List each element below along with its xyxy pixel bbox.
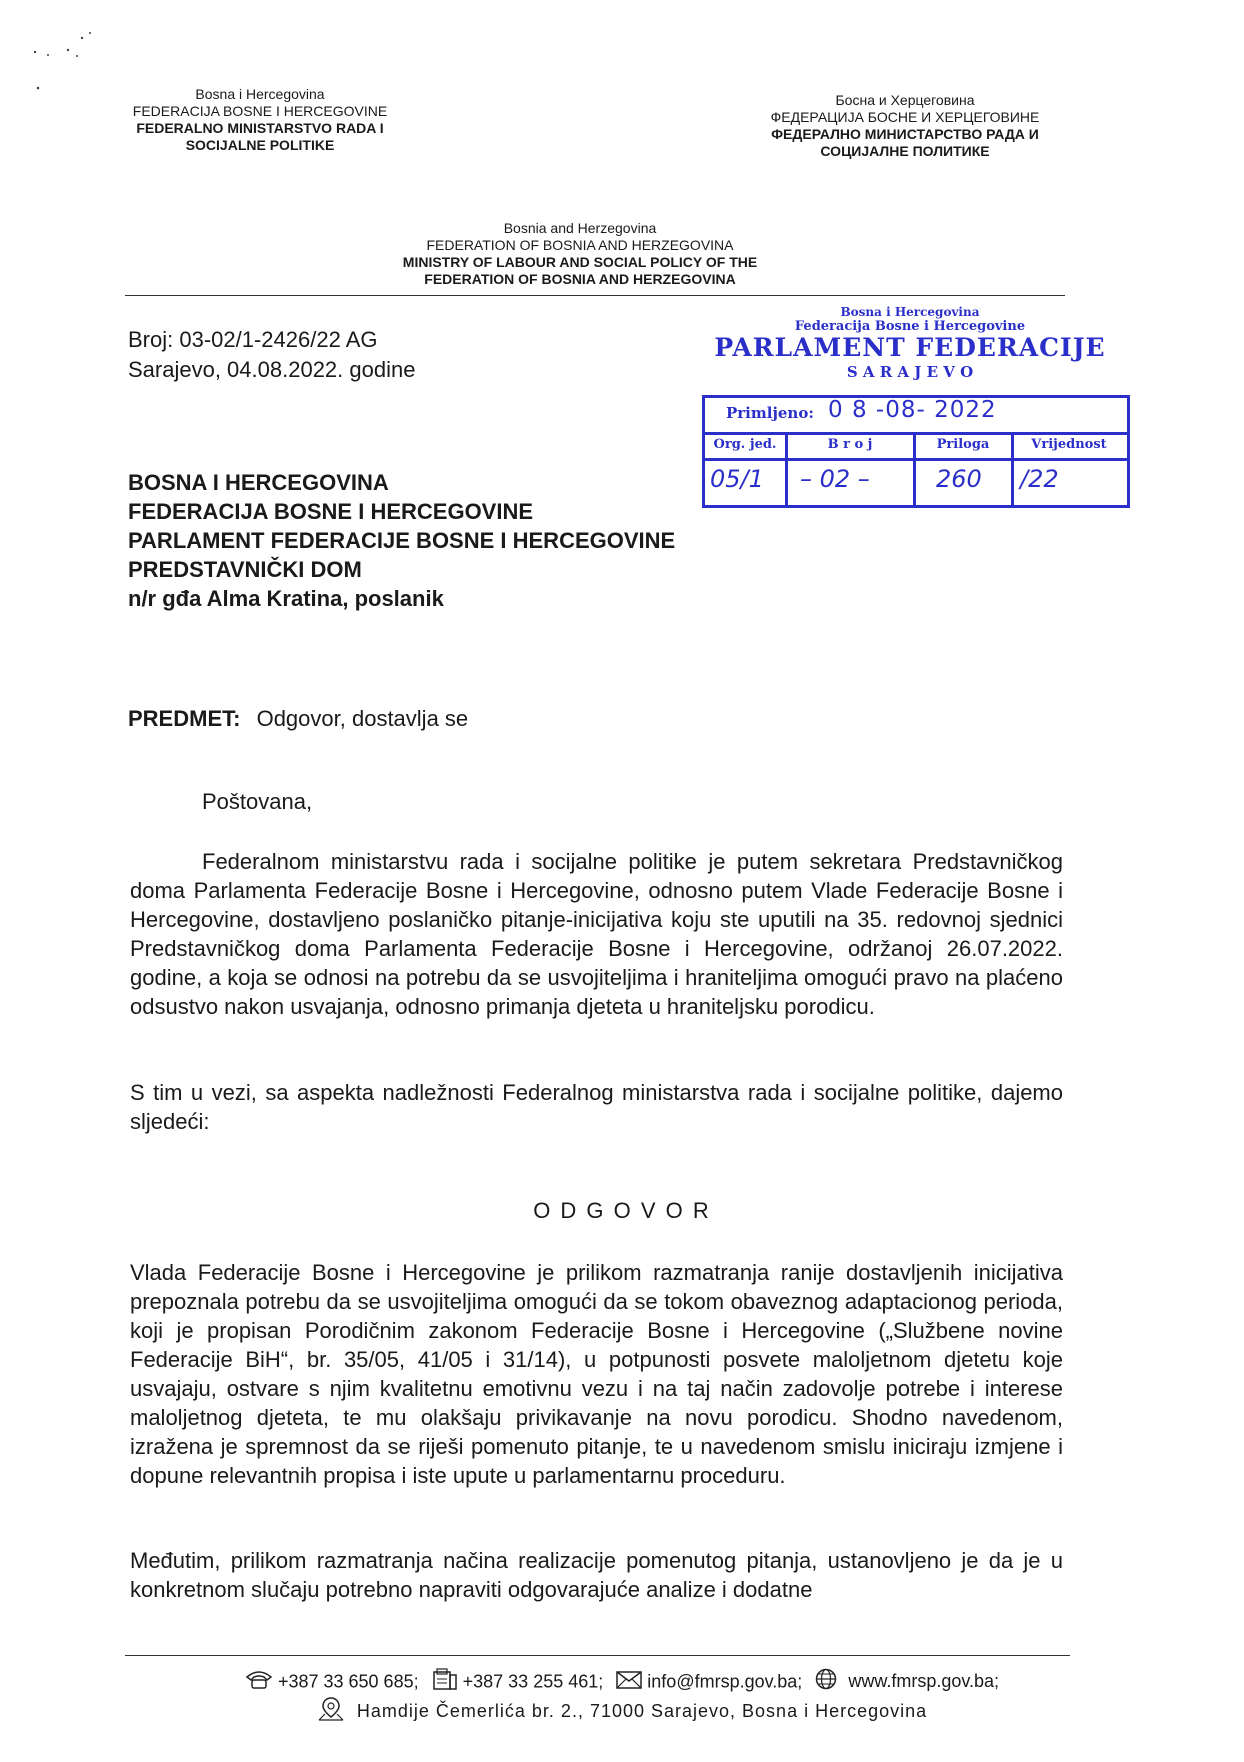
stamp-val-broj: – 02 – <box>800 465 870 493</box>
stamp-col-priloga: Priloga <box>936 437 990 452</box>
footer-fax: +387 33 255 461; <box>462 1671 604 1692</box>
addressee-block <box>128 468 675 613</box>
addressee-line: BOSNA I HERCEGOVINA <box>128 470 389 495</box>
fax-icon <box>432 1668 458 1697</box>
stamp-val-vrijednost: /22 <box>1020 465 1059 493</box>
paragraph-text: S tim u vezi, sa aspekta nadležnosti Federalnog ministarstva rada i socijalne politike, dajemo sljedeći: <box>130 1080 1063 1134</box>
stamp-val-org: 05/1 <box>710 465 764 493</box>
header-center <box>350 220 810 288</box>
header-center-line: FEDERATION OF BOSNIA AND HERZEGOVINA <box>426 237 734 253</box>
stamp-received-label: Primljeno: <box>726 404 814 422</box>
paragraph-text: Federalnom ministarstvu rada i socijalne politike je putem sekretara Predstavničkog doma Parlamenta Federacije Bosne i Hercegovine, odnosno putem Vlade Federacije Bosne i Hercegovine, dostavljeno poslaničko pitanje-inicijativa koju ste uputili na 35. redovnoj sjednici Predstavničkog doma Parlamenta Federacije Bosne i Hercegovine, održanoj 26.07.2022. godine, a koja se odnosi na potrebu da se usvojiteljima i hraniteljima omogući pravo na plaćeno odsustvo nakon usvajanja, odnosno primanja djeteta u hraniteljsku porodicu. <box>130 849 1063 1019</box>
footer-address-row <box>0 1696 1244 1729</box>
header-divider <box>125 295 1065 296</box>
footer-contacts <box>0 1668 1244 1697</box>
stamp-col-org: Org. jed. <box>713 437 777 452</box>
header-left <box>100 86 420 154</box>
header-left-line: Bosna i Hercegovina <box>195 86 325 102</box>
header-right-line: ФЕДЕРАЛНО МИНИСТАРСТВО РАДА И <box>771 126 1039 142</box>
addressee-line: PREDSTAVNIČKI DOM <box>128 557 362 582</box>
header-left-line: SOCIJALNE POLITIKE <box>185 137 335 153</box>
stamp-line: Federacija Bosne i Hercegovine <box>794 319 1026 334</box>
paragraph-text: Vlada Federacije Bosne i Hercegovine je prilikom razmatranja ranije dostavljenih inicijativa prepoznala potrebu da se usvojiteljima omogući da se tokom obaveznog adaptacionog perioda, koji je propisan Porodičnim zakonom Federacije Bosne i Hercegovine („Službene novine Federacije BiH“, br. 35/05, 41/05 i 31/14), u potpunosti posvete maloljetnom djetetu koje usvajaju, ostvare s njim kvalitetnu emotivnu vezu i na taj način zadovolje potrebe i interese maloljetnog djeteta, te mu olakšaju privikavanje na novu porodicu. Shodno navedenom, izražena je spremnost da se riješi pomenuto pitanje, te u navedenom smislu iniciraju izmjene i dopune relevantnih propisa i iste upute u parlamentarnu proceduru. <box>130 1260 1063 1488</box>
header-center-line: Bosnia and Herzegovina <box>503 220 657 236</box>
stamp-col-broj: B r o j <box>827 437 873 452</box>
subject-text: Odgovor, dostavlja se <box>256 706 469 731</box>
globe-icon <box>815 1668 837 1697</box>
stamp-line: Bosna i Hercegovina <box>840 305 980 319</box>
header-right-line: ФЕДЕРАЦИЈА БОСНЕ И ХЕРЦЕГОВИНЕ <box>770 109 1040 125</box>
document-date: Sarajevo, 04.08.2022. godine <box>128 357 416 382</box>
header-right-line: Босна и Херцеговина <box>835 92 975 108</box>
header-right-line: СОЦИЈАЛНЕ ПОЛИТИКЕ <box>820 143 990 159</box>
email-icon <box>616 1670 642 1696</box>
body-paragraph-4 <box>130 1546 1063 1604</box>
body-paragraph-1 <box>130 847 1063 1021</box>
stamp-received-date: 0 8 -08- 2022 <box>828 397 997 423</box>
reference-number: Broj: 03-02/1-2426/22 AG <box>128 327 378 352</box>
body-paragraph-3 <box>130 1258 1063 1490</box>
footer-web[interactable]: www.fmrsp.gov.ba; <box>848 1671 1000 1692</box>
location-pin-icon <box>317 1696 345 1729</box>
header-left-line: FEDERACIJA BOSNE I HERCEGOVINE <box>132 103 388 119</box>
body-paragraph-2 <box>130 1078 1063 1136</box>
stamp-city: S A R A J E V O <box>846 363 974 381</box>
stamp-title: PARLAMENT FEDERACIJE <box>714 333 1106 362</box>
footer-phone: +387 33 650 685; <box>277 1671 419 1692</box>
document-meta <box>128 325 415 385</box>
subject-line <box>128 704 468 734</box>
stamp-col-vrijednost: Vrijednost <box>1031 437 1107 452</box>
header-right <box>735 92 1075 160</box>
phone-icon <box>245 1669 273 1696</box>
header-center-line: MINISTRY OF LABOUR AND SOCIAL POLICY OF THE <box>402 254 758 270</box>
footer-email[interactable]: info@fmrsp.gov.ba; <box>647 1671 803 1692</box>
answer-heading: O D G O V O R <box>533 1198 711 1223</box>
addressee-line: FEDERACIJA BOSNE I HERCEGOVINE <box>128 499 534 524</box>
header-left-line: FEDERALNO MINISTARSTVO RADA I <box>136 120 384 136</box>
stamp-header-rule <box>702 458 1130 461</box>
header-center-line: FEDERATION OF BOSNIA AND HERZEGOVINA <box>424 271 736 287</box>
footer-divider <box>125 1655 1070 1656</box>
scan-speckles <box>30 30 100 100</box>
reception-stamp <box>700 305 1130 525</box>
paragraph-text: Međutim, prilikom razmatranja načina realizacije pomenutog pitanja, ustanovljeno je da je u konkretnom slučaju potrebno napraviti odgovarajuće analize i dodatne <box>130 1548 1063 1602</box>
subject-label: PREDMET: <box>128 706 241 731</box>
stamp-val-priloga: 260 <box>936 465 982 493</box>
addressee-line: PARLAMENT FEDERACIJE BOSNE I HERCEGOVINE <box>128 528 676 553</box>
addressee-line: n/r gđa Alma Kratina, poslanik <box>128 586 444 611</box>
salutation: Poštovana, <box>202 789 313 814</box>
footer-address: Hamdije Čemerlića br. 2., 71000 Sarajevo, Bosna i Hercegovina <box>356 1701 928 1722</box>
